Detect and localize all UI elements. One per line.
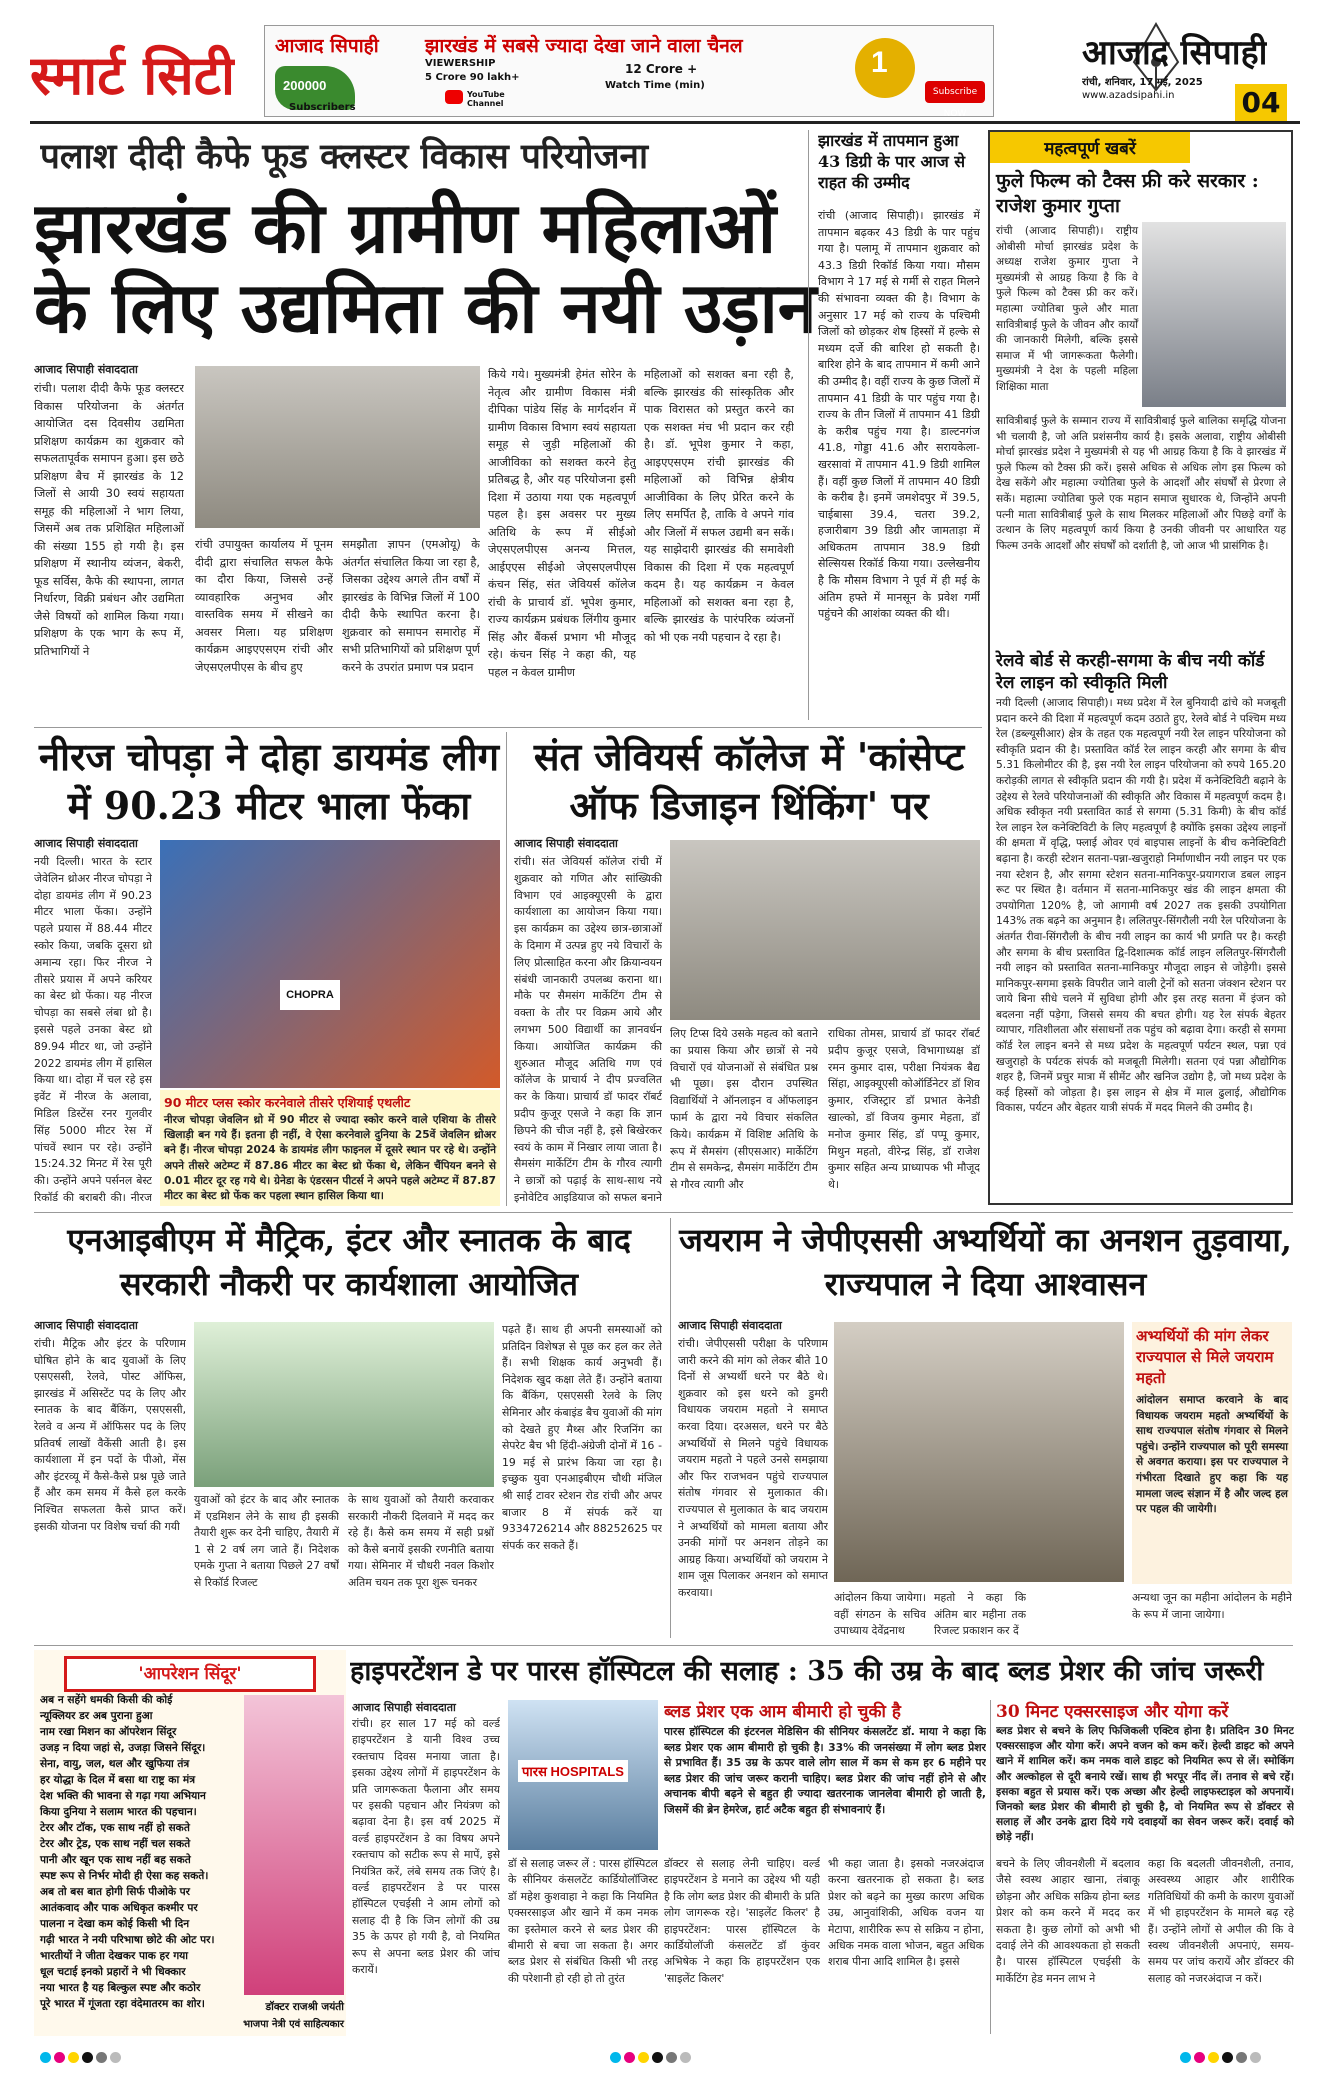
ad-crore: 5 Crore 90 lakh+	[425, 72, 520, 83]
reg-dot	[666, 2052, 677, 2063]
lamp-lighting-photo	[670, 840, 980, 1020]
sidebar-body1: रांची (आजाद सिपाही)। राष्ट्रीय ओबीसी मोर्चा झारखंड प्रदेश के अध्यक्ष राजेश कुमार गुप्ता ने मुख्यमंत्री से आग्रह किया है कि वे फुले फिल्म को टैक्स फ्री कर करें। महात्मा ज्योतिबा फुले और माता सावित्रीबाई फुले के जीवन और कार्यों की जानकारी मिलेगी, बल्कि इससे समाज में भी जागरूकता फैलेगी। मुख्यमंत्री ने देश के पहली महिला शिक्षिका माता	[996, 225, 1138, 393]
divider	[990, 1700, 991, 2034]
jairam-governor-photo	[834, 1322, 1124, 1582]
story1-headline: झारखंड की ग्रामीण महिलाओं के लिए उद्यमिता की नयी उड़ान	[34, 188, 817, 349]
story1-kicker: पलाश दीदी कैफे फूड क्लस्टर विकास परियोजना	[40, 136, 649, 177]
rajesh-gupta-photo	[1142, 222, 1286, 407]
weather-headline: झारखंड में तापमान हुआ 43 डिग्री के पार आज से राहत की उम्मीद	[818, 131, 966, 192]
reg-dot	[610, 2052, 621, 2063]
story1-col2: रांची उपायुक्त कार्यालय में पूनम दीदी द्वारा संचालित सफल कैफे का दौरा किया, जिससे उन्हें व्यावहारिक अनुभव और वास्तविक समय में सीखने का अवसर मिला। यह प्रशिक्षण कार्यक्रम आइएएसएम रांची और जेएसएलपीएस के बीच हुए	[195, 538, 333, 674]
bp-box-body: पारस हॉस्पिटल की इंटरनल मेडिसिन की सीनियर कंसलटेंट डॉ. माया ने कहा कि ब्लड प्रेशर एक आम बीमारी हो चुकी है। 33% की जनसंख्या में लोग ब्लड प्रेशर से प्रभावित हैं। 35 उम्र के ऊपर वाले लोग साल में कम से कम हर 6 महीने पर ब्लड प्रेशर की जांच जरूर करानी चाहिए। ब्लड प्रेशर की जांच नहीं होने से और अचानक बीपी बढ़ने से बहुत ही ज्यादा खतरनाक जानलेवा बीमारी हो जाती है, जिसमें की ब्रेन हेमरेज, हार्ट अटैक बहुत ही संभावनाएं हैं।	[664, 1725, 986, 1816]
story1-byline: आजाद सिपाही संवाददाता	[34, 363, 138, 376]
author-name: डॉक्टर राजश्री जयंती	[265, 2001, 344, 2013]
niibm-col1: रांची। मैट्रिक और इंटर के परिणाम घोषित होने के बाद युवाओं के लिए एसएससी, रेलवे, पोस्ट ऑफिस, झारखंड में असिस्टेंट पद के लिए और स्नातक के बाद बैंकिंग, एसएससी, रेलवे व अन्य में ऑफिसर पद के लिए प्रतिवर्ष लाखों वैकेंसी आती है। इस कार्यशाला में इन पदों के पीओ, मेंस और इंटरव्यू में कैसे-कैसे प्रश्न पूछे जाते हैं और कम समय में कैसे हल करके निश्चित सफलता कैसे प्राप्त करें। इसकी योजना पर विशेष चर्चा की गयी	[34, 1337, 186, 1533]
sindoor-tag: 'आपरेशन सिंदूर'	[64, 1656, 316, 1692]
poem-line: पानी और खून एक साथ नहीं बह सकते	[40, 1854, 191, 1866]
neeraj-body: नयी दिल्ली। भारत के स्टार जेवेलिन थ्रोअर नीरज चोपड़ा ने दोहा डायमंड लीग में 90.23 मीटर भाला फेंका। उन्होंने पहले प्रयास में 88.44 मीटर स्कोर किया, जबकि दूसरा थ्रो अमान्य रहा। फिर नीरज ने तीसरे प्रयास में अपने करियर का बेस्ट थ्रो फेंका। यह नीरज चोपड़ा का सबसे लंबा थ्रो है। इससे पहले उनका बेस्ट थ्रो 89.94 मीटर था, जो उन्होंने 2022 डायमंड लीग में हासिल किया था। दोहा में चल रहे इस इवेंट में नीरज के अलावा, मिडिल डिस्टेंस रनर गुलवीर सिंह 5000 मीटर रेस में पांचवें स्थान पर रहे। उन्होंने 15:24.32 मिनट में रेस पूरी की। उन्होंने अपने पर्सनल बेस्ट रिकॉर्ड की बराबरी की। नीरज	[34, 855, 152, 1204]
paras-right-col2: कहा कि बदलती जीवनशैली, तनाव, अस्वस्थ्य आहार और शारीरिक गतिविधियों की कमी के कारण युवाओं में भी हाइपरटेंशन के मामले बढ़ रहे हैं। उन्होंने लोगों से अपील की कि वे स्वस्थ जीवनशैली अपनाएं, समय-समय पर जांच करायें और डॉक्टर की सलाह को नजरअंदाज न करें।	[1148, 1857, 1294, 1985]
reg-dot	[68, 2052, 79, 2063]
channel-ad	[264, 25, 994, 117]
poem-line: टेरर और ट्रेड, एक साथ नहीं चल सकते	[40, 1838, 191, 1850]
jairam-headline: जयराम ने जेपीएससी अभ्यर्थियों का अनशन तुड़वाया, राज्यपाल ने दिया आश्वासन	[679, 1221, 1292, 1303]
reg-dot	[680, 2052, 691, 2063]
poem-line: गढ़ी भारत ने नयी परिभाषा छोटे की ओट पर।	[40, 1934, 215, 1946]
reg-dot	[110, 2052, 121, 2063]
poem-line: अब न सहेंगे धमकी किसी की कोई	[40, 1694, 173, 1706]
neeraj-javelin-photo	[160, 840, 500, 1088]
registration-marks-center	[610, 2048, 730, 2064]
youtube-icon	[445, 90, 463, 104]
story1-col1: रांची। पलाश दीदी कैफे फूड क्लस्टर विकास परियोजना के अंतर्गत आयोजित दस दिवसीय उद्यमिता प्रशिक्षण कार्यक्रम का शुक्रवार को सफलतापूर्वक समापन हुआ। इस छठे प्रशिक्षण बैच में झारखंड के 12 जिलों से आयी 30 स्वयं सहायता समूह की महिलाओं ने भाग लिया, जिसमें अब तक प्रशिक्षित महिलाओं की संख्या 155 हो गयी है। इस प्रशिक्षण में स्थानीय व्यंजन, बेकरी, फूड सर्विस, कैफे की स्थापना, लागत निर्धारण, विक्री प्रबंधन और उद्यमिता जैसे विषयों को शामिल किया गया। प्रशिक्षण के एक भाग के रूप में, प्रतिभागियों ने	[34, 382, 184, 658]
ad-youtube: YouTube Channel	[467, 90, 505, 108]
reg-dot	[1208, 2052, 1219, 2063]
ad-subs-label: Subscribers	[289, 102, 356, 113]
paras-byline: आजाद सिपाही संवाददाता	[352, 1701, 456, 1714]
reg-dot	[82, 2052, 93, 2063]
niibm-col2: युवाओं को इंटर के बाद और स्नातक में एडमिशन लेने के साथ ही इसकी तैयारी शुरू कर देनी चाहिए, तैयारी में 1 से 2 वर्ष लग जाते हैं। निदेशक एमके गुप्ता ने बताया पिछले 27 वर्षों से रिकॉर्ड रिजल्ट	[194, 1493, 339, 1589]
website-url: www.azadsipahi.in	[1082, 90, 1175, 101]
xaviers-headline: संत जेवियर्स कॉलेज में 'कांसेप्ट ऑफ डिजाइन थिंकिंग' पर	[533, 734, 965, 828]
sindoor-box	[34, 1650, 346, 2036]
neeraj-headline: नीरज चोपड़ा ने दोहा डायमंड लीग में 90.23 मीटर भाला फेंका	[39, 734, 499, 828]
poem-line: सेना, वायु, जल, थल और खुफिया तंत्र	[40, 1758, 190, 1770]
sidebar-headline: फुले फिल्म को टैक्स फ्री करे सरकार : राजेश कुमार गुप्ता	[996, 170, 1259, 217]
niibm-class-photo	[194, 1322, 494, 1487]
xaviers-col3: राधिका तोमस, प्राचार्य डॉ फादर रॉबर्ट प्रदीप कुजूर एसजे, विभागाध्यक्ष डॉ रमन कुमार दास, परीक्षा नियंत्रक बैद्य सिंहा, आइक्यूएसी कोऑर्डिनेटर डॉ शिव कुमार, रजिस्ट्रार डॉ प्रभात केनेडी खाल्को, डॉ विजय कुमार मेहता, डॉ मनोज कुमार सिंह, डॉ पप्पू कुमार, मिथुन महतो, वीरेन्द्र सिंह, डॉ राजेश कुमार सहित अन्य प्राध्यापक भी मौजूद थे।	[828, 1027, 980, 1192]
reg-dot	[40, 2052, 51, 2063]
divider	[34, 1212, 1293, 1213]
story1-col3: समझौता ज्ञापन (एमओयू) के अंतर्गत संचालित किया जा रहा है, जिसका उद्देश्य अगले तीन वर्षों में झारखंड के विभिन्न जिलों में 100 दीदी कैफे स्थापित करना है। शुक्रवार को समापन समारोह में सभी प्रतिभागियों को प्रशिक्षण पूर्ण करने के उपरांत प्रमाण पत्र प्रदान	[342, 538, 480, 674]
poem-line: भारतीयों ने जीता देखकर पाक हर गया	[40, 1950, 189, 1962]
callout-body: नीरज चोपड़ा जेवलिन थ्रो में 90 मीटर से ज्यादा स्कोर करने वाले एशिया के तीसरे खिलाड़ी बन गये हैं। इतना ही नहीं, वे ऐसा करनेवाले दुनिया के 25वें जेवलिन थ्रोअर बने हैं। नीरज चोपड़ा 2024 के डायमंड लीग फाइनल में दूसरे स्थान पर रहे थे। उन्होंने अपने तीसरे अटेम्प्ट में 87.86 मीटर का बेस्ट थ्रो फेंका थे, लेकिन चैंपियन बनने से 0.01 मीटर दूर रह गये थे। ग्रेनेडा के एंडरसन पीटर्स ने अपने पहले अटेम्प्ट में 87.87 मीटर का बेस्ट थ्रो फेंक कर पहला स्थान हासिल किया था।	[164, 1114, 496, 1203]
ad-viewership: VIEWERSHIP	[425, 58, 496, 69]
author-photo	[244, 1695, 344, 1995]
sidebar-box	[988, 130, 1293, 1205]
poem-line: देश भक्ति की भावना से गढ़ा गया अभियान	[40, 1790, 206, 1802]
bp-box	[664, 1700, 986, 1848]
exercise-box	[996, 1700, 1294, 1850]
dateline: रांची, शनिवार, 17 मई, 2025	[1082, 77, 1203, 88]
subscribe-badge: Subscribe NOW	[925, 81, 985, 103]
neeraj-byline: आजाद सिपाही संवाददाता	[34, 837, 138, 850]
jairam-col3: महतो ने कहा कि अंतिम बार महीना तक रिजल्ट प्रकाशन कर दें	[934, 1591, 1026, 1638]
reg-dot	[54, 2052, 65, 2063]
paras-sub-col3: भी कहा जाता है। इसको नजरअंदाज करना खतरनाक हो सकता है। ब्लड प्रेशर को बढ़ने का मुख्य कारण अधिक उम्र, आनुवांशिकी, अधिक वजन या मेटापा, शारीरिक रूप से सक्रिय न होना, अधिक नमक वाला भोजन, बहुत अधिक शराब पीना आदि शामिल है। इससे	[828, 1857, 984, 1969]
poem-line: धूल चटाई इनको प्रहारों ने भी धिक्कार	[40, 1966, 186, 1978]
divider	[808, 130, 809, 720]
poem-line: स्पष्ट रूप से निर्भर मोदी ही ऐसा कह सकते।	[40, 1870, 209, 1882]
xaviers-col2: लिए टिप्स दिये उसके महत्व को बताने का प्रयास किया और छात्रों से नये विचारों एवं योजनाओं से संबंधित प्रश्न भी पूछा। इस दौरान उपस्थित विद्यार्थियों ने ऑनलाइन व ऑफलाइन फार्म के द्वारा नये विचार संकलित किये। कार्यक्रम में विशिष्ट अतिथि के रूप में सैमसंग (सीएसआर) मार्केटिंग टीम से समकेन्द्र, सैमसंग मार्केटिंग टीम से गौरव त्यागी और	[670, 1027, 818, 1192]
sindoor-poem	[40, 1692, 240, 2012]
niibm-byline: आजाद सिपाही संवाददाता	[34, 1319, 138, 1332]
divider	[34, 727, 982, 728]
reg-dot	[652, 2052, 663, 2063]
registration-marks-right	[1180, 2048, 1300, 2064]
trainees-group-photo	[195, 366, 480, 528]
ad-watch: 12 Crore +	[625, 62, 698, 76]
xaviers-col1: रांची। संत जेवियर्स कॉलेज रांची में शुक्रवार को गणित और सांख्यिकी विभाग एवं आइक्यूएसी के द्वारा कार्यशाला का आयोजन किया गया। इस कार्यक्रम का उद्देश्य छात्र-छात्राओं के दिमाग में उत्पन्न हुए नये विचारों के लिए प्रोत्साहित करना और क्रियान्वयन संबंधी जानकारी उपलब्ध कराना था। मौके पर सैमसंग मार्केटिंग टीम से वक्ता के तौर पर विक्रम आये और लगभग 500 विद्यार्थी का ज्ञानवर्धन किया। आयोजित कार्यक्रम की शुरुआत मौजूद अतिथि गण एवं कॉलेज के प्राचार्य ने दीप प्रज्वलित कर के किया। प्राचार्य डॉ फादर रॉबर्ट प्रदीप कुजूर एसजे ने कहा कि ज्ञान छिपने की चीज नहीं है, इसे बिखेरकर स्वयं के काम में निखार लाया जाता है। सैमसंग मार्केटिंग टीम के गौरव त्यागी ने छात्रों को पढ़ाई के साथ-साथ नये इनोवेटिव आइडियाज को सफल बनाने	[514, 855, 662, 1204]
reg-dot	[1194, 2052, 1205, 2063]
niibm-col4: पढ़ते हैं। साथ ही अपनी समस्याओं को प्रतिदिन विशेषज्ञ से पूछ कर हल कर लेते हैं। सभी शिक्षक कार्य अनुभवी हैं। निदेशक खुद कक्षा लेते हैं। उन्होंने बताया कि बैंकिंग, एसएससी रेलवे के लिए सेमिनार और कंबाइंड बैच युवाओं की मांग को देखते हुए मैथ्स और रिजनिंग का सेपरेट बैच भी हिंदी-अंग्रेजी दोनों में 16 - 19 मई से प्रारंभ किया जा रहा है। इच्छुक युवा एनआइबीएम चौथी मंजिल श्री साईं टावर स्टेशन रोड रांची और अपर बाजार 8 में संपर्क करें या 9334726214 और 88252625 पर संपर्क कर सकते हैं।	[502, 1323, 662, 1552]
poem-line: हर योद्धा के दिल में बसा था राष्ट्र का मंत्र	[40, 1774, 196, 1786]
story1-col4: किये गये। मुख्यमंत्री हेमंत सोरेन के नेतृत्व और ग्रामीण विकास मंत्री दीपिका पांडेय सिंह के मार्गदर्शन में ग्रामीण विकास विभाग स्वयं सहायता समूह से जुड़ी महिलाओं की आजीविका को सशक्त करने हेतु प्रतिबद्ध है, और यह परियोजना इसी दिशा में उठाया गया एक महत्वपूर्ण पहल है। इस अवसर पर मुख्य अतिथि के रूप में सीईओ जेएसएलपीएस अनन्य मित्तल, आईएएस सीईओ जेएसएलपीएस कंचन सिंह, संत जेवियर्स कॉलेज रांची के प्राचार्य डॉ. भूपेश कुमार, राज्य कार्यक्रम प्रबंधक लिंगीय कुमार सिंह और बैंकर्स प्रभाग भी मौजूद रहे। कंचन सिंह ने कहा की, यह पहल न केवल ग्रामीण	[488, 368, 636, 679]
jairam-byline: आजाद सिपाही संवाददाता	[678, 1319, 782, 1332]
story1-col5: महिलाओं को सशक्त बना रही है, बल्कि झारखंड की सांस्कृतिक और पाक विरासत को प्रस्तुत करने का एक सशक्त मंच भी प्रदान कर रही है। डॉ. भूपेश कुमार ने कहा, आइएएसएम रांची झारखंड की महिलाओं को विभिन्न क्षेत्रीय आजीविका के लिए प्रेरित करने के लिए समर्पित है, ताकि वे अपने गांव और जिलों में सफल उद्यमी बन सकें। यह साझेदारी झारखंड की समावेशी विकास की दिशा में एक महत्वपूर्ण कदम है। यह कार्यक्रम न केवल महिलाओं को सशक्त बना रहा है, बल्कि झारखंड के पारंपरिक व्यंजनों को भी एक नयी पहचान दे रहा है।	[644, 368, 794, 644]
sidebar-body2: सावित्रीबाई फुले के सम्मान राज्य में सावित्रीबाई फुले बालिका समृद्धि योजना भी चलायी है, जो अति प्रशंसनीय कार्य है। इसके अलावा, राष्ट्रीय ओबीसी मोर्चा झारखंड प्रदेश ने मुख्यमंत्री से यह भी आग्रह किया है कि वे झारखंड में फुले फिल्म को टैक्स फ्री करें। इससे अधिक से अधिक लोग इस फिल्म को देख सकेंगे और महात्मा ज्योतिबा फुले के आदर्शों और संघर्षों से प्रेरणा ले सकें। महात्मा ज्योतिबा फुले एक महान समाज सुधारक थे, जिन्होंने अपनी पत्नी माता सावित्रीबाई फुले के साथ मिलकर महिलाओं और पिछड़े वर्गों के उत्थान के लिए महत्वपूर्ण कार्य किया है उनकी जीवनी पर आधारित यह फिल्म उनके आदर्शों और संघर्षों को दर्शाती है, जो आज भी प्रासंगिक है।	[996, 415, 1286, 552]
smart-city-brand: स्मार्ट सिटी	[30, 43, 235, 107]
poem-line: पूरे भारत में गूंजता रहा वंदेमातरम का शोर।	[40, 1998, 205, 2010]
paras-hospital-photo	[508, 1700, 658, 1850]
author-title: भाजपा नेत्री एवं साहित्यकार	[243, 2019, 344, 2030]
azad-sipahi-brand: आजाद सिपाही	[1082, 33, 1268, 73]
ad-rank: 1	[871, 46, 888, 79]
poem-line: नया भारत है यह बिल्कुल स्पष्ट और कठोर	[40, 1982, 201, 1994]
rail-body: नयी दिल्ली (आजाद सिपाही)। मध्य प्रदेश में रेल बुनियादी ढांचे को मजबूती प्रदान करने की दिशा में महत्वपूर्ण कदम उठाते हुए, रेलवे बोर्ड ने पश्चिम मध्य रेल (डब्ल्यूसीआर) क्षेत्र के तहत एक महत्वपूर्ण नयी रेल लाइन परियोजना को स्वीकृति प्रदान की है। प्रस्तावित कॉर्ड रेल लाइन करही और सगमा के बीच 5.31 किलोमीटर की है, इस नयी रेल लाइन परियोजना को रुपये 165.20 करोड़की लागत से स्वीकृति प्रदान की गयी है। प्रदेश में कनेक्टिविटी बढ़ाने के उद्देश्य से रेलवे परियोजनाओं की स्वीकृति और विकास में महत्वपूर्ण कदम है। अधिक स्वीकृत नयी प्रस्तावित कार्ड से सगमा (5.31 किमी) के बीच कॉर्ड रेल लाइन रेल कनेक्टिविटी के लिए महत्वपूर्ण है क्योंकि इसका उद्देश्य लाइनों की क्षमता में वृद्धि, फ्लाई ओवर एवं बाइपास लाइनों के बीच कनेक्टिविटी बढ़ाना है। करही स्टेशन सतना-पन्ना-खजुराहो निर्माणाधीन नयी लाइन पर एक नया स्टेशन है, और सगमा स्टेशन सतना-मानिकपुर-प्रयागराज डबल लाइन रूट पर स्थित है। वर्तमान में सतना-मानिकपुर खंड की लाइन क्षमता की उपयोगिता 120% है, जो आगामी वर्ष 2027 तक इसकी उपयोगिता 143% तक बढ़ने का अनुमान है। ललितपुर-सिंगरौली नयी रेल परियोजना के अंतर्गत रीवा-सिंगरौली के बीच नयी लाइन का कार्य भी प्रगति पर है। करही और सगमा के बीच प्रस्तावित द्वि-दिशात्मक कॉर्ड लाइन ललितपुर-सिंगरौली नयी लाइन को प्रस्तावित सतना-मानिकपुर मौजूदा लाइन से जोड़ेगी। इससे मानिकपुर-सगमा इसके विपरीत जाने वाली ट्रेनों को सतना जंक्शन स्टेशन पर जाये बिना सीधे चलने में सुविधा होगी और इस तरह सतना में इंजन को बदलना नहीं पड़ेगा, जिससे समय की बचत होगी। यह रेल संपर्क बेहतर व्यापार, गतिशीलता और संसाधनों तक पहुंच को बढ़ावा देगा। करही से सगमा कॉर्ड रेल लाइन बनने से मध्य प्रदेश के महत्वपूर्ण पर्यटन स्थल, पन्ना एवं खजुराहो के पर्यटक संपर्क को मजबूती मिलेगी। सतना एवं पन्ना औद्योगिक शहर है, जिनमें प्रचुर मात्रा में सीमेंट और खनिज उद्योग है, जो मध्य प्रदेश के कई हिस्सों को जोड़ता है। इस लाइन से क्षेत्र में माल ढुलाई, औद्योगिक विकास, पर्यटन और बेहतर यात्री संपर्क में मदद मिलने की उम्मीद है।	[996, 697, 1286, 1115]
reg-dot	[1222, 2052, 1233, 2063]
poem-line: उजड़ न दिया जहां से, उजड़ा जिसने सिंदूर।	[40, 1742, 206, 1754]
bp-box-headline: ब्लड प्रेशर एक आम बीमारी हो चुकी है	[664, 1702, 901, 1722]
paras-sub-col1: डॉ से सलाह जरूर लें : पारस हॉस्पिटल के सीनियर कंसलटेंट कार्डियोलॉजिस्ट डॉ महेश कुशवाहा ने कहा कि नियमित एक्सरसाइज और खाने में कम नमक का इस्तेमाल करने से ब्लड प्रेशर की बीमारी से बचा जा सकता है। अगर ब्लड प्रेशर से संबंधित किसी भी तरह की परेशानी हो रही हो तो तुरंत	[508, 1857, 658, 1985]
poem-line: टेरर और टॉक, एक साथ नहीं हो सकते	[40, 1822, 190, 1834]
jairam-col4: अन्यथा जून का महीना आंदोलन के महीने के रूप में जाना जायेगा।	[1132, 1591, 1292, 1621]
ad-watch-label: Watch Time (min)	[605, 80, 705, 91]
exercise-headline: 30 मिनट एक्सरसाइज और योगा करें	[996, 1702, 1229, 1722]
xaviers-byline: आजाद सिपाही संवाददाता	[514, 837, 618, 850]
reg-dot	[96, 2052, 107, 2063]
paras-right-col1: बचने के लिए जीवनशैली में बदलाव जैसे स्वस्थ आहार खाना, तंबाकू छोड़ना और अधिक सक्रिय होना ब्लड प्रेशर को कम करने में मदद कर सकता है। कुछ लोगों को अभी भी दवाई लेने की आवश्यकता हो सकती है। पारस हॉस्पिटल एचईसी के मार्केटिंग हेड मनन लाभ ने	[996, 1857, 1140, 1985]
jairam-col1: रांची। जेपीएससी परीक्षा के परिणाम जारी करने की मांग को लेकर बीते 10 दिनों से अभ्यर्थी धरने पर बैठे थे। शुक्रवार को इस धरने को डुमरी विधायक जयराम महतो ने समाप्त करवा दिया। दरअसल, धरने पर बैठे अभ्यर्थियों से मिलने पहुंचे विधायक जयराम महतो ने पहले उनसे समझाया और फिर राजभवन पहुंचे राज्यपाल संतोष गंगवार से मुलाकात की। राज्यपाल से मुलाकात के बाद जयराम ने अभ्यर्थियों को मामला बताया और उनकी मांगों पर अनशन तोड़ने का आग्रह किया। अभ्यर्थियों को जयराम ने शाम जूस पिलाकर अनशन को समाप्त करवाया।	[678, 1337, 828, 1599]
rail-headline: रेलवे बोर्ड से करही-सगमा के बीच नयी कॉर्ड रेल लाइन को स्वीकृति मिली	[996, 651, 1265, 693]
weather-body: रांची (आजाद सिपाही)। झारखंड में तापमान बढ़कर 43 डिग्री के पार पहुंच गया है। पलामू में तापमान शुक्रवार को 43.3 डिग्री रिकॉर्ड किया गया। मौसम विभाग ने 17 मई से गर्मी से राहत मिलने की संभावना व्यक्त की है। विभाग के अनुसार 17 मई को राज्य के पश्चिमी जिलों को छोड़कर शेष हिस्सों में हल्के से मध्यम दर्जे की बारिश हो सकती है। बारिश होने के बाद तापमान में कमी आने की उम्मीद है। वहीं राज्य के कुछ जिलों में तापमान 41 डिग्री के पार पहुंच गया है। राज्य के तीन जिलों में तापमान 41 डिग्री के करीब पहुंच गया है। डाल्टनगंज 41.8, गोड्डा 41.6 और सरायकेला-खरसावां में तापमान 41.9 डिग्री शामिल हैं। वहीं कुछ जिलों में तापमान 40 डिग्री के करीब है। इनमें जमशेदपुर में 39.5, चाईबासा 39.4, चतरा 39.2, हजारीबाग 39 डिग्री और जामताड़ा में अधिकतम तापमान 38.9 डिग्री सेल्सियस रिकॉर्ड किया गया। उल्लेखनीय है कि मौसम विभाग ने पूर्व में ही मई के अंतिम हफ्ते में मानसून के प्रवेश गर्मी पहुंचने की आशंका व्यक्त की थी।	[818, 209, 980, 621]
poem-line: किया दुनिया ने सलाम भारत की पहचान।	[40, 1806, 197, 1818]
divider	[506, 732, 507, 1206]
reg-dot	[1180, 2052, 1191, 2063]
callout-headline: 90 मीटर प्लस स्कोर करनेवाले तीसरे एशियाई एथलीट	[164, 1095, 411, 1110]
poem-line: नाम रखा मिशन का ऑपरेशन सिंदूर	[40, 1726, 177, 1738]
jairam-box	[1132, 1322, 1292, 1584]
sidebar-tag: महत्वपूर्ण खबरें	[990, 132, 1190, 163]
reg-dot	[638, 2052, 649, 2063]
reg-dot	[624, 2052, 635, 2063]
paras-headline: हाइपरटेंशन डे पर पारस हॉस्पिटल की सलाह : 35 की उम्र के बाद ब्लड प्रेशर की जांच जरूरी	[350, 1656, 1264, 1687]
poem-line: न्यूक्लियर डर अब पुराना हुआ	[40, 1710, 153, 1722]
divider	[670, 1218, 671, 1638]
poem-line: अब तो बस बात होगी सिर्फ पीओके पर	[40, 1886, 191, 1898]
page-number: 04	[1235, 84, 1287, 122]
poem-line: आतंकवाद और पाक अधिकृत कश्मीर पर	[40, 1902, 198, 1914]
paras-sub-col2: डॉक्टर से सलाह लेनी चाहिए। वर्ल्ड हाइपरटेंशन डे मनाने का उद्देश्य भी यही है कि लोग ब्लड प्रेशर की बीमारी के प्रति लोग जागरूक रहे। 'साइलेंट किलर' है हाइपरटेंशन: पारस हॉस्पिटल के कार्डियोलॉजी कंसलटेंट डॉ कुंवर अभिषेक ने कहा कि हाइपरटेंशन एक 'साइलेंट किलर'	[664, 1857, 820, 1985]
jairam-box-body: आंदोलन समाप्त करवाने के बाद विधायक जयराम महतो अभ्यर्थियों के साथ राज्यपाल संतोष गंगवार से मिलने पहुंचे। उन्होंने राज्यपाल को पूरी समस्या से अवगत कराया। इस पर राज्यपाल ने गंभीरता दिखाते हुए कहा कि यह मामला जल्द संज्ञान में है और जल्द हल पर पहल की जायेगी।	[1136, 1394, 1288, 1516]
niibm-col3: के साथ युवाओं को तैयारी करवाकर सरकारी नौकरी दिलवाने में मदद कर रहे हैं। कैसे कम समय में सही प्रश्नों को कैसे बनायें इसकी रणनीति बताया गया। सेमिनार में चौधरी नवल किशोर अतिम चयन तक पूरा शुरू चनकर	[348, 1493, 494, 1589]
jairam-col2: आंदोलन किया जायेगा। वहीं संगठन के सचिव उपाध्याय देवेंद्रनाथ	[834, 1591, 926, 1638]
reg-dot	[1236, 2052, 1247, 2063]
exercise-body: ब्लड प्रेशर से बचने के लिए फिजिकली एक्टिव होना है। प्रतिदिन 30 मिनट एक्सरसाइज और योगा करें। अपने वजन को कम करें। हेल्दी डाइट को अपने खाने में शामिल करें। कम नमक वाले डाइट को नियमित रूप से लें। स्मोकिंग और अल्कोहल से दूरी बनाये रखें। साथ ही भरपूर नींद लें। तनाव से बचे रहें। इसका बहुत से प्रयास करें। एक अच्छा और हेल्दी लाइफस्टाइल को अपनायें। जिनको ब्लड प्रेशर की बीमारी हो चुकी है, वो नियमित रूप से डॉक्टर से सलाह लें और उनके द्वारा दिये गये दवाइयों का सेवन जरूर करें। दवाई को छोड़े नहीं।	[996, 1725, 1294, 1844]
registration-marks-left	[40, 2048, 160, 2064]
masthead	[30, 22, 1300, 124]
hospital-sign: पारस HOSPITALS	[518, 1760, 628, 1782]
jairam-box-headline: अभ्यर्थियों की मांग लेकर राज्यपाल से मिले जयराम महतो	[1136, 1327, 1274, 1387]
reg-dot	[1250, 2052, 1261, 2063]
poem-line: पालना न देखा कम कोई किसी भी दिन	[40, 1918, 190, 1930]
niibm-headline: एनआइबीएम में मैट्रिक, इंटर और स्नातक के बाद सरकारी नौकरी पर कार्यशाला आयोजित	[67, 1221, 631, 1303]
neeraj-callout	[160, 1090, 500, 1206]
ad-subs: 200000	[283, 78, 327, 93]
paras-col1: रांची। हर साल 17 मई को वर्ल्ड हाइपरटेंशन डे यानी विश्व उच्च रक्तचाप दिवस मनाया जाता है। इसका उद्देश्य लोगों में हाइपरटेंशन के प्रति जागरूकता फैलाना और समय पर इसकी पहचान और नियंत्रण को बढ़ावा देना है। इस वर्ष 2025 में वर्ल्ड हाइपरटेंशन डे का विषय अपने रक्तचाप को सटीक रूप से मापें, इसे नियंत्रित करें, लंबे समय तक जिएं है। वर्ल्ड हाइपरटेंशन डे पर पारस हॉस्पिटल एचईसी ने आम लोगों को सलाह दी है कि जिन लोगों की उम्र 35 के ऊपर हो गयी है, वो नियमित रूप से अपना ब्लड प्रेशर की जांच करायें।	[352, 1717, 500, 1977]
athlete-bib: CHOPRA	[280, 980, 340, 1010]
divider	[34, 1645, 1293, 1646]
ad-title-1: आजाद सिपाही	[275, 35, 379, 57]
ad-title-2: झारखंड में सबसे ज्यादा देखा जाने वाला चैनल	[425, 35, 743, 57]
